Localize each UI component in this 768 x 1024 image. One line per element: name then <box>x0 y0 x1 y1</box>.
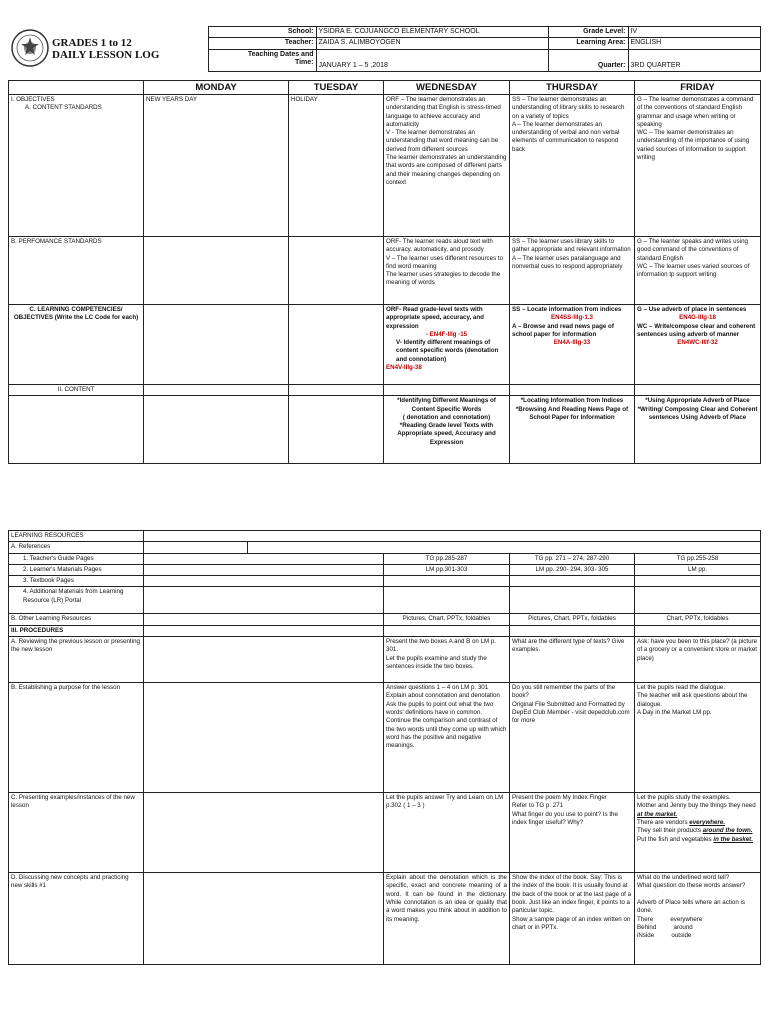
references-cell-1 <box>144 542 248 553</box>
lm-wednesday: LM pp.301-303 <box>384 564 510 575</box>
objectives-label <box>9 95 144 237</box>
fri-code-1: EN4G-IIIg-18 <box>679 314 716 322</box>
competencies-label: C. LEARNING COMPETENCIES/ OBJECTIVES (Write the LC Code for each) <box>9 305 144 385</box>
procedure-b-friday: Let the pupils read the dialogue. The teacher will ask questions about the dialogue. A Day in the Market LM pp. <box>635 683 761 793</box>
procedures-friday <box>635 625 761 636</box>
procedure-b-thursday: Do you still remember the parts of the book? Original File Submitted and Formatted by DepEd Club Member - visit depedclub.com for more <box>510 683 635 793</box>
teacher-label: Teacher: <box>208 38 316 49</box>
deped-seal <box>8 27 50 72</box>
wed-competency-1: ORF- Read grade-level texts with appropriate speed, accuracy, and expression <box>386 306 484 330</box>
references-label: A. References <box>9 542 144 553</box>
procedure-a-thursday: What are the different type of texts? Give examples. <box>510 637 635 683</box>
c-fri-text-2: There are vendors <box>637 818 688 826</box>
area-label: Learning Area: <box>548 38 628 49</box>
performance-label: B. PERFOMANCE STANDARDS <box>9 237 144 305</box>
competencies-thursday <box>510 305 635 385</box>
lm-label: 2. Learner's Materials Pages <box>9 564 144 575</box>
dates-label-2: Time: <box>294 58 314 66</box>
dates-label-1: Teaching Dates and <box>247 50 314 58</box>
objectives-heading: I. OBJECTIVES <box>11 96 55 103</box>
thu-competency-2: A – Browse and read news page of school paper for information <box>512 322 614 338</box>
quarter-label: Quarter: <box>548 49 628 72</box>
objectives-monday: NEW YEARS DAY <box>144 95 289 237</box>
lm-mon-tue <box>144 564 384 575</box>
content-friday: *Using Appropriate Adverb of Place *Writing/ Composing Clear and Coherent sentences Using Adverb of Place <box>635 396 761 464</box>
procedure-d-wednesday: Explain about the denotation which is the specific, exact and concrete meaning of a word. It can be found in the dictionary. While connotation is an idea or quality that a word makes you think about in addition to its meaning. <box>384 873 510 965</box>
references-cell-2 <box>248 542 761 553</box>
c-fri-underline-1: at the market. <box>637 810 678 818</box>
content-label-friday <box>635 385 761 396</box>
quarter-value: 3RD QUARTER <box>628 49 760 72</box>
tg-wednesday: TG pp.285-287 <box>384 553 510 564</box>
procedure-a-label: A. Reviewing the previous lesson or presenting the new lesson <box>9 637 144 683</box>
additional-friday <box>635 587 761 614</box>
other-friday: Chart, PPTx, foldables <box>635 614 761 625</box>
fri-competency-2: WC – Write/compose clear and coherent sentences using adverb of manner <box>637 322 756 338</box>
performance-monday <box>144 237 289 305</box>
resources-procedures-table <box>8 530 761 965</box>
content-standards-heading: A. CONTENT STANDARDS <box>25 104 102 112</box>
competencies-friday <box>635 305 761 385</box>
wed-code-1: - EN4F-IIIg -15 <box>425 330 468 338</box>
other-mon-tue <box>144 614 384 625</box>
procedure-d-friday: What do the underlined word tell? What question do these words answer? Adverb of Place tells where an action is done. There everywhere Behind around iNside outside <box>635 873 761 965</box>
lm-thursday: LM pp. 290- 294, 303- 305 <box>510 564 635 575</box>
title-line-2: DAILY LESSON LOG <box>52 49 160 62</box>
competencies-wednesday <box>384 305 510 385</box>
corner-cell <box>9 81 144 95</box>
thu-competency-1: SS – Locate information from indices <box>512 306 622 313</box>
textbook-label: 3. Textbook Pages <box>9 576 144 587</box>
additional-materials-label: 4. Additional Materials from Learning Resource (LR) Portal <box>9 587 144 614</box>
procedure-d-thursday: Show the index of the book. Say: This is the index of the book. It is usually found at the back of the book or at the last page of a book. Just like an index finger, it points to a particular topic. Show a sample page of an index written on chart or in PPTx. <box>510 873 635 965</box>
content-label-wednesday <box>384 385 510 396</box>
procedure-d-mon-tue <box>144 873 384 965</box>
content-label-thursday <box>510 385 635 396</box>
day-tuesday: TUESDAY <box>289 81 384 95</box>
procedure-b-wednesday: Answer questions 1 – 4 on LM p. 301 Explain about connotation and denotation Ask the pupils to point out what the two words' definitions have in common. Continue the comparison and contrast of the two words until they come up with which word has the positive and negative meanings. <box>384 683 510 793</box>
area-value: ENGLISH <box>628 38 760 49</box>
thu-code-2: EN4A-IIIg-33 <box>553 339 591 347</box>
content-blank <box>9 396 144 464</box>
thu-code-1: EN4SS-IIIg-1.3 <box>551 314 593 322</box>
c-fri-text-3: They sell their products <box>637 827 701 835</box>
content-tuesday <box>289 396 384 464</box>
other-wednesday: Pictures, Chart, PPTx, foldables <box>384 614 510 625</box>
grade-label: Grade Level: <box>548 27 628 38</box>
procedure-c-label: C. Presenting examples/instances of the new lesson <box>9 793 144 873</box>
objectives-table <box>8 80 761 464</box>
additional-thursday <box>510 587 635 614</box>
dates-value: JANUARY 1 – 5 ,2018 <box>316 49 548 72</box>
c-fri-text-4: Put the fish and vegetables <box>637 835 712 843</box>
performance-friday: G – The learner speaks and writes using good command of the conventions of standard English WC – The learner uses varied sources of information tp support writing <box>635 237 761 305</box>
procedure-b-label: B. Establishing a purpose for the lesson <box>9 683 144 793</box>
other-thursday: Pictures, Chart, PPTx, foldables <box>510 614 635 625</box>
c-fri-underline-4: in the basket. <box>713 835 753 843</box>
c-fri-underline-2: everywhere. <box>689 818 726 826</box>
deped-seal-icon <box>10 28 50 68</box>
school-label: School: <box>208 27 316 38</box>
performance-tuesday <box>289 237 384 305</box>
log-title <box>50 27 208 72</box>
wed-code-2: EN4V-IIIg-38 <box>386 364 422 372</box>
content-monday <box>144 396 289 464</box>
content-wednesday: *Identifying Different Meanings of Content Specific Words ( denotation and connotation) *Reading Grade level Texts with Appropriate speed, Accuracy and Expression <box>384 396 510 464</box>
day-friday: FRIDAY <box>635 81 761 95</box>
tg-mon-tue <box>144 553 384 564</box>
competencies-monday <box>144 305 289 385</box>
procedure-c-friday <box>635 793 761 873</box>
content-label-monday <box>144 385 289 396</box>
additional-wednesday <box>384 587 510 614</box>
school-value: YSIDRA E. COJUANGCO ELEMENTARY SCHOOL <box>316 27 548 38</box>
teacher-value: ZAIDA S. ALIMBOYOGEN <box>316 38 548 49</box>
dates-label <box>208 49 316 72</box>
objectives-friday: G – The learner demonstrates a command of the conventions of standard English grammar and usage when writing or speaking WC – The learner demonstrates an understanding of the importance of using varied sources of information to support writing <box>635 95 761 237</box>
procedures-label: III. PROCEDURES <box>9 625 144 636</box>
procedure-c-thursday: Present the poem My Index Finger Refer to TG p. 271 What finger do you use to point? Is the index finger useful? Why? <box>510 793 635 873</box>
textbook-friday <box>635 576 761 587</box>
procedures-mon-tue <box>144 625 384 636</box>
objectives-thursday: SS – The learner demonstrates an understanding of library skills to research on a variety of topics A – The learner demonstrates an understanding of verbal and non verbal elements of communication to respond back <box>510 95 635 237</box>
lm-friday: LM pp. <box>635 564 761 575</box>
wed-competency-2: V- Identify different meanings of content specific words (denotation and connotation) <box>396 339 499 363</box>
procedure-a-friday: Ask: have you been to this place? (a picture of a grocery or a convenient store or market place) <box>635 637 761 683</box>
performance-wednesday: ORF- The learner reads aloud text with accuracy, automaticity, and prosody V – The learner uses different resources to find word meaning The learner uses strategies to decode the meaning of words <box>384 237 510 305</box>
content-label: II. CONTENT <box>9 385 144 396</box>
objectives-tuesday: HOLIDAY <box>289 95 384 237</box>
c-fri-text-1: Let the pupils study the examples. Mother and Jenny buy the things they need <box>637 794 756 810</box>
procedure-b-mon-tue <box>144 683 384 793</box>
grade-value: IV <box>628 27 760 38</box>
procedure-a-mon-tue <box>144 637 384 683</box>
day-monday: MONDAY <box>144 81 289 95</box>
procedure-c-mon-tue <box>144 793 384 873</box>
fri-competency-1: G – Use adverb of place in sentences <box>637 306 747 313</box>
tg-label: 1. Teacher's Guide Pages <box>9 553 144 564</box>
content-label-tuesday <box>289 385 384 396</box>
procedures-wednesday <box>384 625 510 636</box>
day-wednesday: WEDNESDAY <box>384 81 510 95</box>
resources-blank <box>144 531 761 542</box>
resources-label: LEARNING RESOURCES <box>9 531 144 542</box>
tg-friday: TG pp.255-258 <box>635 553 761 564</box>
c-fri-underline-3: around the town. <box>702 827 753 835</box>
procedures-thursday <box>510 625 635 636</box>
textbook-mon-tue <box>144 576 384 587</box>
fri-code-2: EN4WC-IIIf-32 <box>677 339 718 347</box>
other-resources-label: B. Other Learning Resources <box>9 614 144 625</box>
header-table <box>8 26 761 72</box>
day-thursday: THURSDAY <box>510 81 635 95</box>
additional-mon-tue <box>144 587 384 614</box>
procedure-a-wednesday: Present the two boxes A and B on LM p. 301. Let the pupils examine and study the sentences inside the two boxes. <box>384 637 510 683</box>
content-thursday: *Locating Information from Indices *Browsing And Reading News Page of School Paper for Information <box>510 396 635 464</box>
procedure-d-label: D. Discussing new concepts and practicing new skills #1 <box>9 873 144 965</box>
title-line-1: GRADES 1 to 12 <box>52 37 132 50</box>
procedure-c-wednesday: Let the pupils answer Try and Learn on LM p.302 ( 1 – 3 ) <box>384 793 510 873</box>
tg-thursday: TG pp. 271 – 274, 287-290 <box>510 553 635 564</box>
objectives-wednesday: ORF – The learner demonstrates an understanding that English is stress-timed language to achieve accuracy and automaticity V - The learner demonstrates an understanding that word meaning can be derived from different sources The learner demonstrates an understanding that words are composed of different parts and their meaning changes depending on context <box>384 95 510 237</box>
textbook-thursday <box>510 576 635 587</box>
competencies-tuesday <box>289 305 384 385</box>
textbook-wednesday <box>384 576 510 587</box>
performance-thursday: SS – The learner uses library skills to gather appropriate and relevant information A – The learner uses paralanguage and nonverbal cues to respond appropriately <box>510 237 635 305</box>
